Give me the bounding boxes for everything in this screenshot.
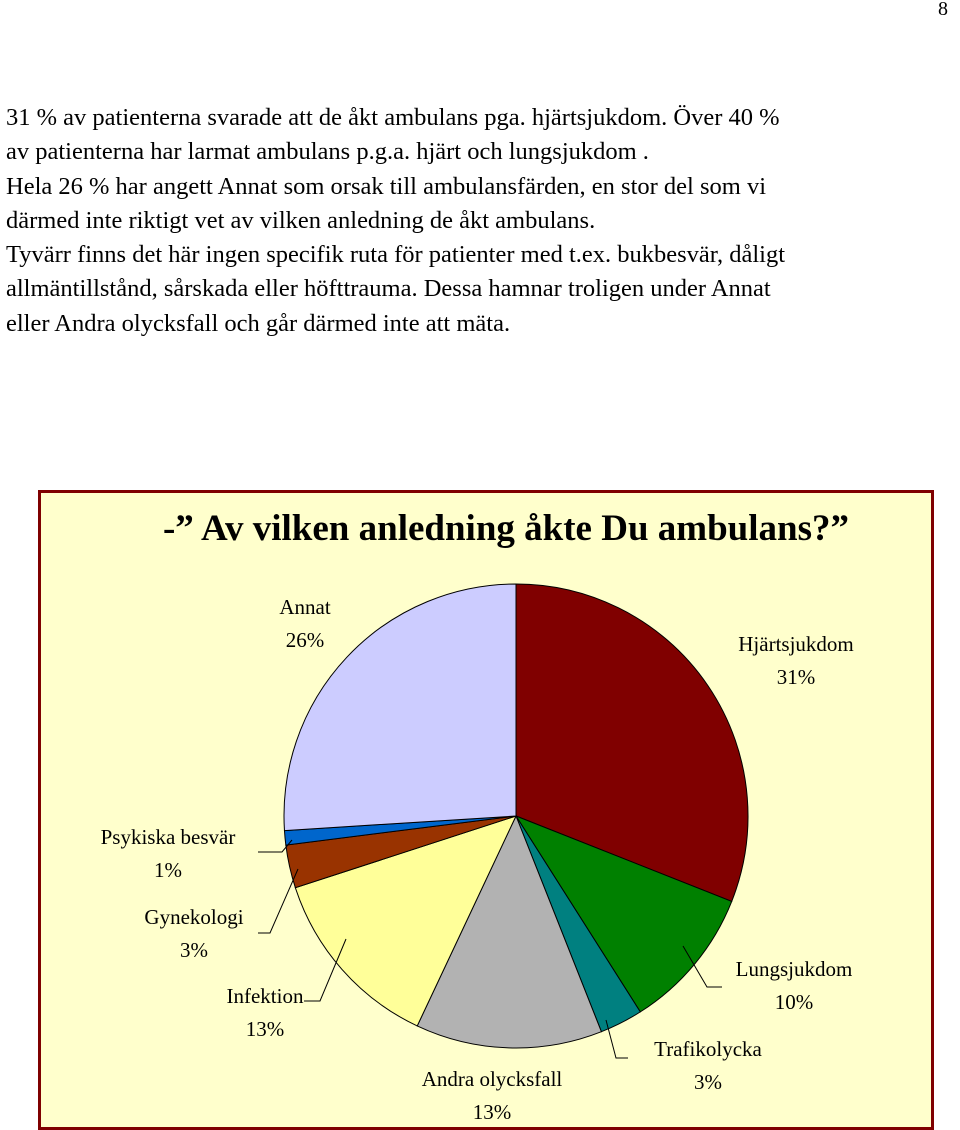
slice-percent-label: 1%	[154, 858, 182, 882]
slice-percent-label: 13%	[245, 1017, 285, 1041]
pie-slice-annat	[284, 584, 516, 831]
slice-percent-label: 3%	[180, 938, 208, 962]
slice-label: Lungsjukdom	[735, 957, 853, 981]
chart-title: -” Av vilken anledning åkte Du ambulans?”	[162, 508, 850, 549]
slice-label: Andra olycksfall	[421, 1067, 563, 1091]
paragraph-line: eller Andra olycksfall och går därmed inte att mäta.	[6, 309, 511, 337]
paragraph-line: därmed inte riktigt vet av vilken anledning de åkt ambulans.	[6, 206, 596, 234]
slice-label: Annat	[279, 595, 331, 619]
paragraph-line: allmäntillstånd, sårskada eller höfttrauma. Dessa hamnar troligen under Annat	[6, 275, 771, 303]
slice-percent-label: 3%	[694, 1070, 722, 1094]
slice-percent-label: 26%	[285, 628, 325, 652]
slice-label: Gynekologi	[144, 905, 244, 929]
paragraph-line: av patienterna har larmat ambulans p.g.a. hjärt och lungsjukdom .	[6, 138, 649, 166]
paragraph-line: Tyvärr finns det här ingen specifik ruta för patienter med t.ex. bukbesvär, dåligt	[6, 241, 785, 269]
paragraph-line: Hela 26 % har angett Annat som orsak till ambulansfärden, en stor del som vi	[6, 172, 767, 200]
slice-percent-label: 10%	[774, 990, 814, 1014]
leader-line	[258, 869, 298, 933]
page-number: 8	[938, 0, 948, 20]
slice-label: Psykiska besvär	[100, 825, 236, 849]
slice-label: Hjärtsjukdom	[738, 632, 854, 656]
slice-label: Trafikolycka	[654, 1037, 762, 1061]
paragraph-line: 31 % av patienterna svarade att de åkt ambulans pga. hjärtsjukdom. Över 40 %	[6, 104, 780, 131]
slice-percent-label: 13%	[472, 1100, 512, 1124]
slice-label: Infektion	[226, 984, 304, 1008]
slice-percent-label: 31%	[776, 665, 816, 689]
